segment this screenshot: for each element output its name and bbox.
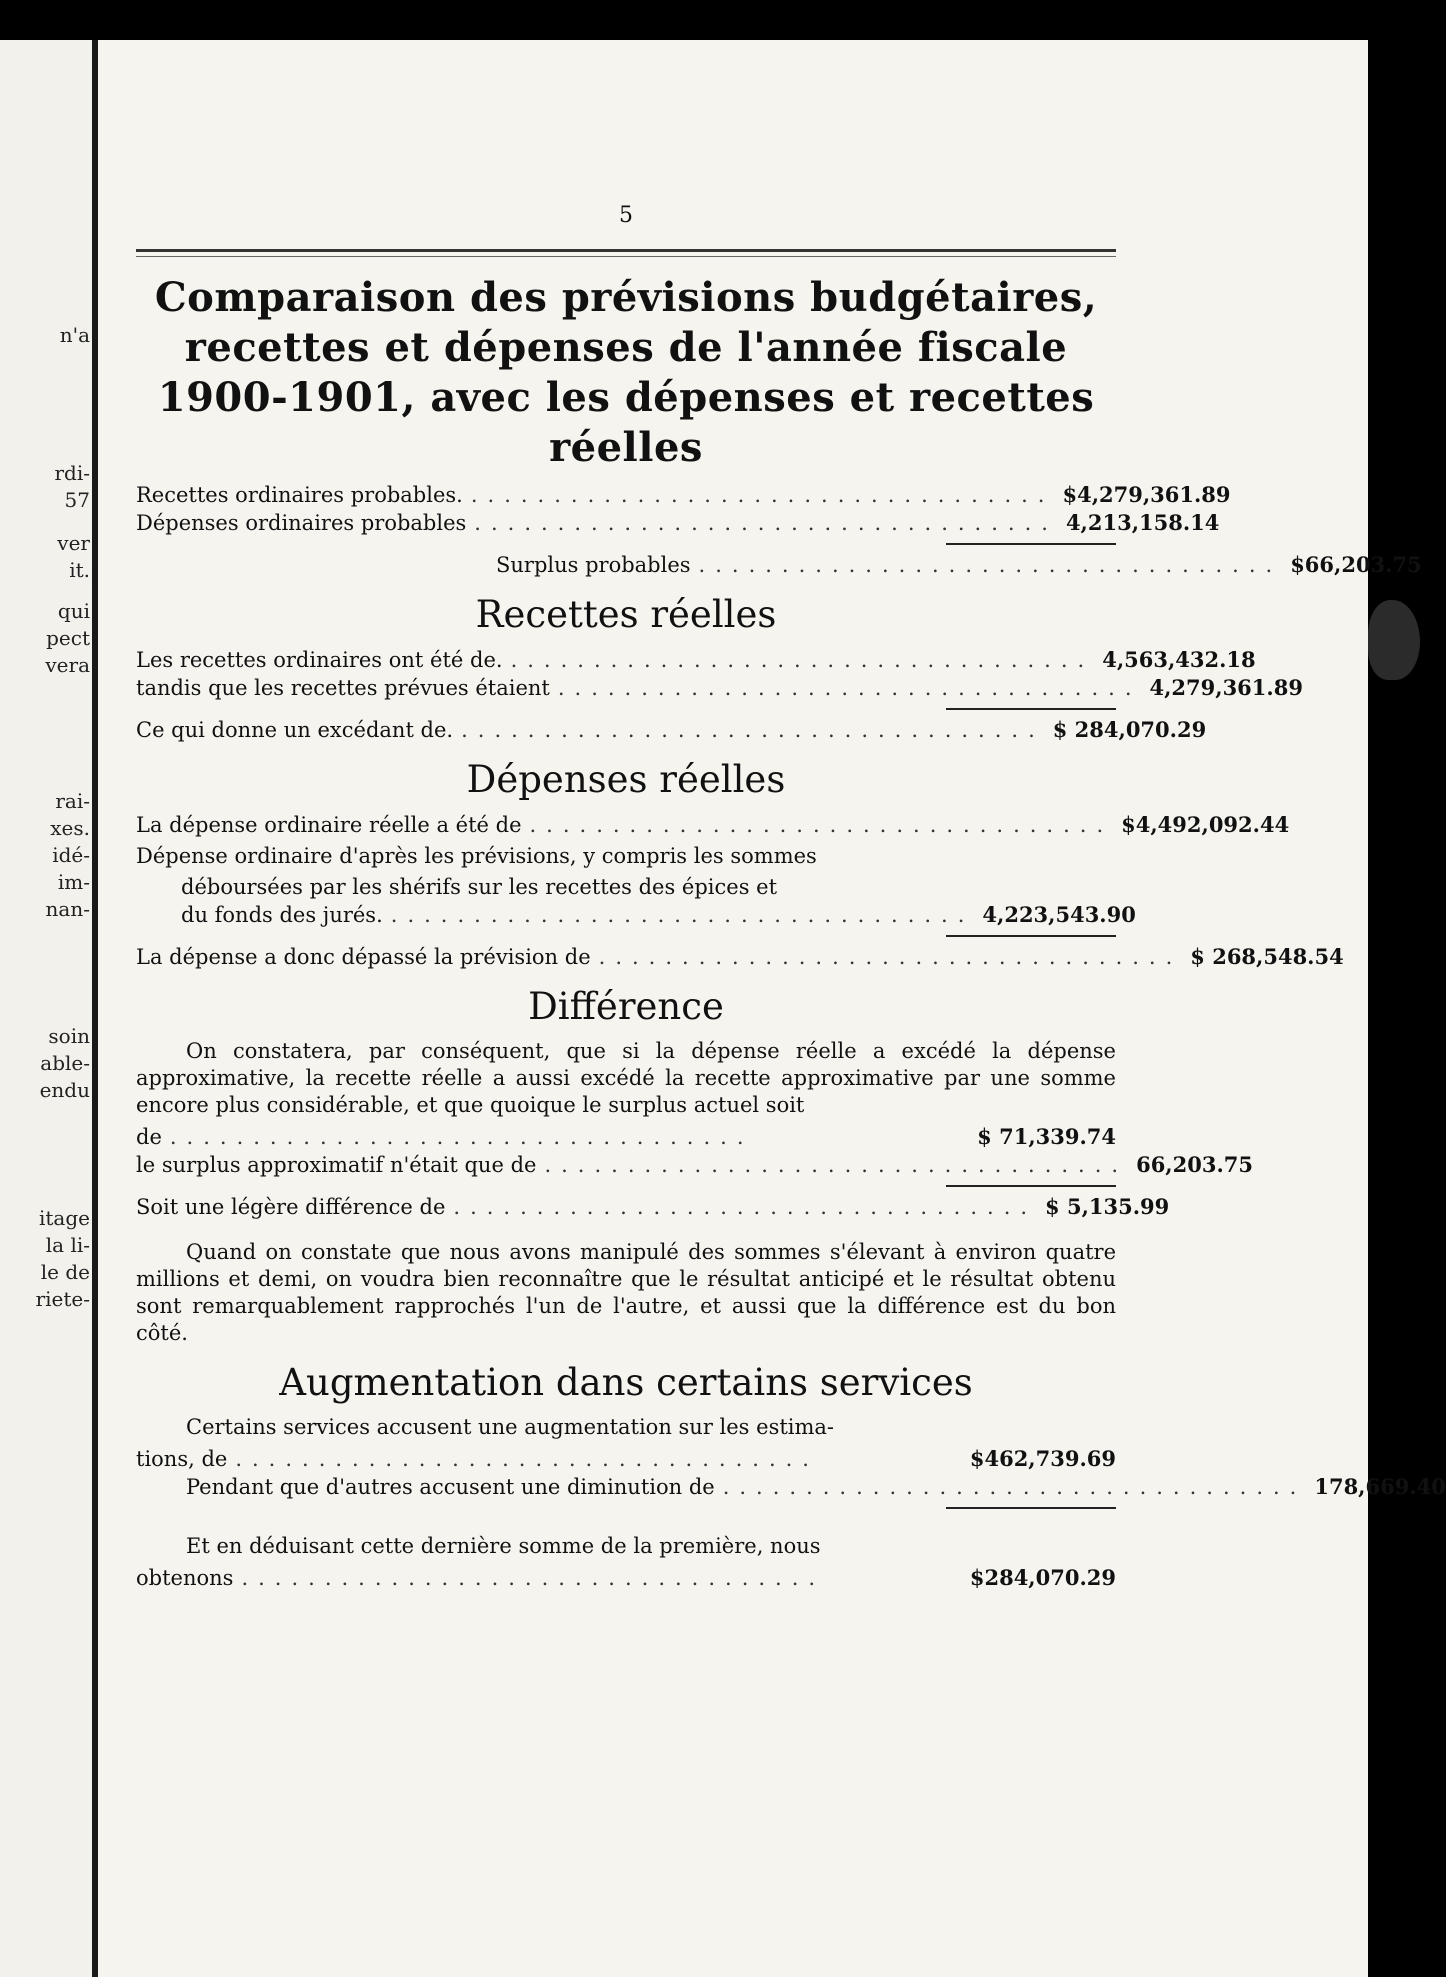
header-rule [136, 249, 1116, 257]
difference-paragraph: On constatera, par conséquent, que si la dépense réelle a excédé la dépense approximative, la recette réelle a aussi excédé la recette approximative par une somme encore plus considérable, et que quoique le surplus actuel soit [136, 1039, 1116, 1117]
depenses-probables-row: Dépenses ordinaires probables ................................... 4,213,158.14 [136, 510, 1220, 535]
document-page [98, 40, 1446, 1977]
section-heading-augmentation: Augmentation dans certains services [279, 1361, 973, 1404]
section-heading-recettes-reelles: Recettes réelles [475, 593, 777, 636]
recettes-reelles-row: Les recettes ordinaires ont été de. ................................... 4,563,432.18 [136, 647, 1256, 672]
leader-dots: ................................... [557, 676, 1142, 700]
left-page-edge [0, 40, 92, 1977]
section-heading-difference: Différence [528, 985, 724, 1028]
sum-rule [946, 935, 1116, 937]
leader-dots: ................................... [241, 1566, 826, 1590]
recettes-probables-row: Recettes ordinaires probables. ................................... $4,279,361.89 [136, 482, 1231, 507]
augmentation-row: tions, de ................................... $462,739.69 [136, 1446, 1116, 1471]
sum-rule [946, 1507, 1116, 1509]
leader-dots: ................................... [390, 903, 975, 927]
leader-dots: ................................... [453, 1195, 1038, 1219]
sum-rule [946, 708, 1116, 710]
surplus-actuel-row: de ................................... $ 71,339.74 [136, 1124, 1116, 1149]
ink-blot [1368, 600, 1420, 680]
legere-difference-row: Soit une légère différence de ................................... $ 5,135.99 [136, 1194, 1170, 1219]
leader-dots: ................................... [529, 813, 1114, 837]
left-page-fragment: itage la li- le de riete- [35, 1206, 90, 1311]
recettes-prevues-row: tandis que les recettes prévues étaient ................................... 4,279,361.89 [136, 675, 1303, 700]
excedant-row: Ce qui donne un excédant de. ................................... $ 284,070.29 [136, 717, 1207, 742]
leader-dots: ................................... [510, 648, 1095, 672]
leader-dots: ................................... [722, 1475, 1307, 1499]
sum-rule [946, 1185, 1116, 1187]
page-content [136, 40, 1446, 1592]
depense-prevision-text: Dépense ordinaire d'après les prévisions, y compris les sommes [136, 844, 817, 868]
depasse-row: La dépense a donc dépassé la prévision de ................................... $ 268,548.54 [136, 944, 1344, 969]
diminution-row: Pendant que d'autres accusent une diminution de ................................... 178,669.40 [186, 1474, 1446, 1499]
conclusion-paragraph: Quand on constate que nous avons manipulé des sommes s'élevant à environ quatre millions et demi, on voudra bien reconnaître que le résultat anticipé et le résultat obtenu sont remarquablement rapprochés l'un de l'autre, et aussi que la différence est du bon côté. [136, 1240, 1116, 1345]
surplus-probables-row: Surplus probables ................................... $66,203.75 [496, 552, 1422, 577]
left-page-fragment: n'a [59, 323, 90, 347]
left-page-fragment: rai- xes. idé- im- nan- [45, 789, 90, 921]
leader-dots: ................................... [461, 718, 1045, 742]
depense-prevision-row: du fonds des jurés. ................................... 4,223,543.90 [181, 902, 1136, 927]
leader-dots: ................................... [598, 945, 1183, 969]
final-row: obtenons ................................... $284,070.29 [136, 1565, 1116, 1590]
page-number: 5 [619, 203, 633, 228]
leader-dots: ................................... [169, 1125, 754, 1149]
section-heading-depenses-reelles: Dépenses réelles [466, 758, 786, 801]
leader-dots: ................................... [474, 511, 1058, 535]
augmentation-text: Certains services accusent une augmentation sur les estima- [186, 1415, 835, 1439]
leader-dots: ................................... [698, 553, 1283, 577]
depense-reelle-row: La dépense ordinaire réelle a été de ................................... $4,492,092.44 [136, 812, 1290, 837]
page-title: Comparaison des prévisions budgétaires, recettes et dépenses de l'année fiscale 1900-1901, avec les dépenses et recettes réelles [154, 274, 1098, 471]
left-page-fragment: rdi- 57 [54, 461, 90, 512]
leader-dots: ................................... [235, 1447, 819, 1471]
left-page-fragment: ver it. [57, 531, 90, 582]
left-page-fragment: qui pect vera [45, 599, 90, 677]
sum-rule [946, 543, 1116, 545]
surplus-approximatif-row: le surplus approximatif n'était que de ................................... 66,203.75 [136, 1152, 1253, 1177]
depense-prevision-continuation: déboursées par les shérifs sur les recettes des épices et [181, 875, 778, 899]
leader-dots: ................................... [470, 483, 1055, 507]
leader-dots: ................................... [544, 1153, 1129, 1177]
left-page-fragment: soin able- endu [39, 1024, 90, 1102]
final-text: Et en déduisant cette dernière somme de la première, nous [186, 1534, 821, 1558]
